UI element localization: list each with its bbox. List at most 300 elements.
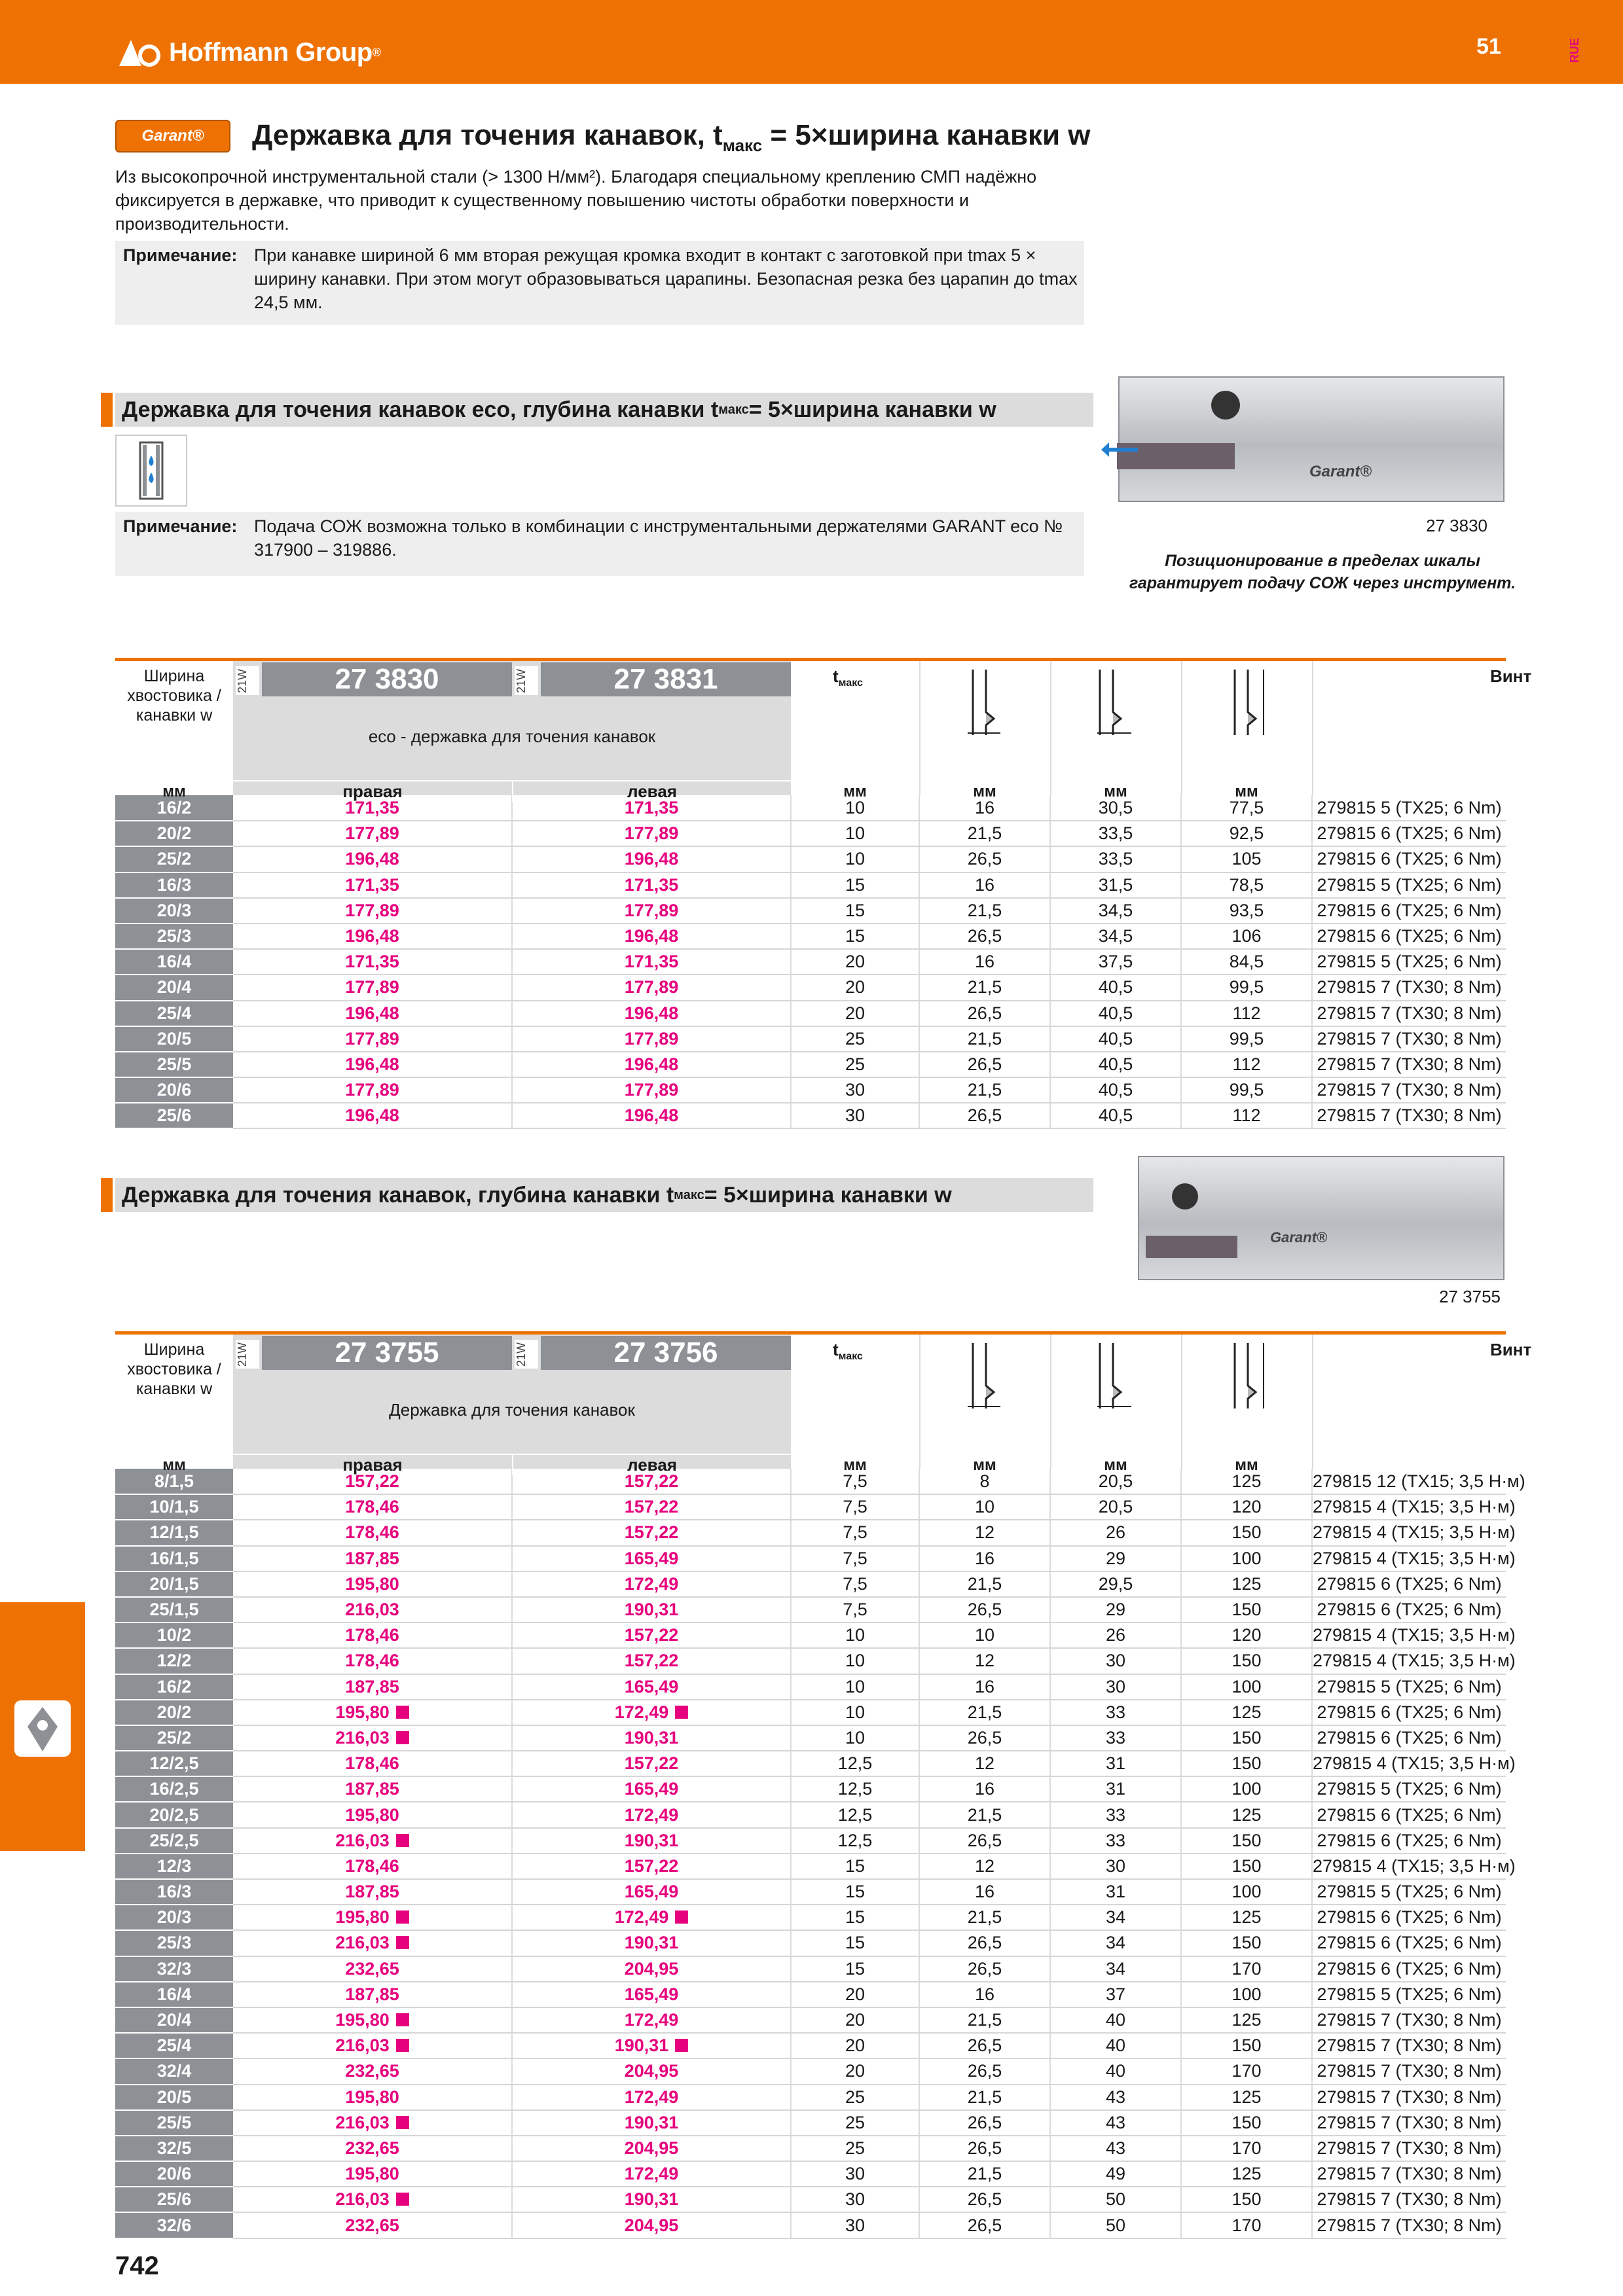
dim-h-cell: 26,5 bbox=[919, 2110, 1050, 2136]
tmax-cell: 12,5 bbox=[791, 1828, 919, 1854]
coolant-arrow-icon bbox=[1100, 440, 1139, 459]
dim-b-cell: 29 bbox=[1050, 1546, 1181, 1571]
dim-b-cell: 31 bbox=[1050, 1776, 1181, 1802]
table-row bbox=[115, 1674, 1506, 1700]
dim-l-cell: 105 bbox=[1181, 846, 1312, 872]
tmax-cell: 30 bbox=[791, 1077, 919, 1103]
tmax-cell: 20 bbox=[791, 949, 919, 975]
table-row bbox=[115, 1026, 1506, 1052]
tmax-cell: 15 bbox=[791, 872, 919, 898]
price-right-cell: 195,80 bbox=[233, 2007, 512, 2033]
dim-h-cell: 21,5 bbox=[919, 1077, 1050, 1103]
dim-h-cell: 12 bbox=[919, 1751, 1050, 1776]
dim-b-cell: 40,5 bbox=[1050, 1077, 1181, 1103]
dim-h-cell: 16 bbox=[919, 872, 1050, 898]
stock-marker-icon bbox=[396, 1834, 409, 1847]
width-cell: 20/4 bbox=[115, 2007, 233, 2033]
screw-cell: 279815 5 (TX25; 6 Nm) bbox=[1312, 1982, 1506, 2007]
width-cell: 16/2 bbox=[115, 1674, 233, 1700]
dim-l-cell: 100 bbox=[1181, 1776, 1312, 1802]
price-right-cell: 177,89 bbox=[233, 1077, 512, 1103]
price-right-cell: 177,89 bbox=[233, 975, 512, 1000]
width-cell: 10/2 bbox=[115, 1623, 233, 1648]
dim-l-cell: 99,5 bbox=[1181, 1077, 1312, 1103]
screw-cell: 279815 6 (TX25; 6 Nm) bbox=[1312, 1930, 1506, 1956]
width-cell: 25/5 bbox=[115, 2110, 233, 2136]
price-left-cell: 177,89 bbox=[512, 821, 791, 846]
screw-cell: 279815 7 (TX30; 8 Nm) bbox=[1312, 2161, 1506, 2187]
tmax-cell: 10 bbox=[791, 821, 919, 846]
dim-h-cell: 21,5 bbox=[919, 2007, 1050, 2033]
dim-b-cell: 40,5 bbox=[1050, 1026, 1181, 1052]
screw-cell: 279815 6 (TX25; 6 Nm) bbox=[1312, 1700, 1506, 1725]
dim-b-cell: 43 bbox=[1050, 2110, 1181, 2136]
table-row bbox=[115, 872, 1506, 898]
screw-cell: 279815 5 (TX25; 6 Nm) bbox=[1312, 795, 1506, 821]
table-row bbox=[115, 2161, 1506, 2187]
stock-marker-icon bbox=[396, 1936, 409, 1949]
dim-b-cell: 40 bbox=[1050, 2007, 1181, 2033]
price-left-cell: 172,49 bbox=[512, 2161, 791, 2187]
screw-cell: 279815 5 (TX25; 6 Nm) bbox=[1312, 1879, 1506, 1905]
price-right-cell: 196,48 bbox=[233, 924, 512, 949]
intro-text: Из высокопрочной инструментальной стали (> 1300 Н/мм²). Благодаря специальному креплению СМП надёжно фиксируется в державке, что приводит к существенному повышению чистоты обработки поверхности и производительности. bbox=[115, 167, 1037, 234]
screw-cell: 279815 7 (TX30; 8 Nm) bbox=[1312, 2212, 1506, 2238]
width-cell: 25/2 bbox=[115, 846, 233, 872]
tmax-cell: 25 bbox=[791, 2136, 919, 2161]
dim-b-cell: 43 bbox=[1050, 2136, 1181, 2161]
dim-b-cell: 49 bbox=[1050, 2161, 1181, 2187]
price-right-cell: 157,22 bbox=[233, 1469, 512, 1494]
price-left-cell: 204,95 bbox=[512, 1956, 791, 1982]
price-right-cell: 216,03 bbox=[233, 1930, 512, 1956]
dim-h-cell: 26,5 bbox=[919, 2136, 1050, 2161]
tmax-cell: 10 bbox=[791, 1648, 919, 1674]
table-row bbox=[115, 1623, 1506, 1648]
price-left-cell: 190,31 bbox=[512, 2110, 791, 2136]
price-left-cell: 204,95 bbox=[512, 2058, 791, 2084]
table-row bbox=[115, 2136, 1506, 2161]
dim-h-cell: 21,5 bbox=[919, 821, 1050, 846]
price-right-cell: 187,85 bbox=[233, 1546, 512, 1571]
page-number-top: 51 bbox=[1476, 34, 1501, 59]
dim-b-cell: 29,5 bbox=[1050, 1571, 1181, 1597]
dim-l-cell: 125 bbox=[1181, 1700, 1312, 1725]
tmax-cell: 15 bbox=[791, 898, 919, 924]
dim-b-cell: 34,5 bbox=[1050, 898, 1181, 924]
screw-cell: 279815 6 (TX25; 6 Nm) bbox=[1312, 898, 1506, 924]
screw-cell: 279815 7 (TX30; 8 Nm) bbox=[1312, 1077, 1506, 1103]
screw-cell: 279815 4 (TX15; 3,5 Н·м) bbox=[1312, 1520, 1506, 1545]
price-right-cell: 177,89 bbox=[233, 821, 512, 846]
price-left-cell: 157,22 bbox=[512, 1751, 791, 1776]
turning-tool-icon bbox=[14, 1700, 71, 1757]
width-cell: 16/4 bbox=[115, 1982, 233, 2007]
tmax-cell: 20 bbox=[791, 2007, 919, 2033]
dim-l-cell: 99,5 bbox=[1181, 1026, 1312, 1052]
dim-l-cell: 150 bbox=[1181, 1854, 1312, 1879]
table-row bbox=[115, 2187, 1506, 2212]
price-right-cell: 216,03 bbox=[233, 2110, 512, 2136]
screw-cell: 279815 6 (TX25; 6 Nm) bbox=[1312, 1828, 1506, 1854]
price-right-cell: 177,89 bbox=[233, 1026, 512, 1052]
price-right-cell: 195,80 bbox=[233, 1571, 512, 1597]
dim-l-cell: 112 bbox=[1181, 1103, 1312, 1128]
table-row bbox=[115, 1828, 1506, 1854]
dim-b-cell: 26 bbox=[1050, 1623, 1181, 1648]
screw-header: Винт bbox=[1490, 1340, 1532, 1359]
price-left-cell: 204,95 bbox=[512, 2212, 791, 2238]
dim-b-cell: 34 bbox=[1050, 1956, 1181, 1982]
dim-h-cell: 21,5 bbox=[919, 1700, 1050, 1725]
width-cell: 16/4 bbox=[115, 949, 233, 975]
dim-h-cell: 26,5 bbox=[919, 2212, 1050, 2238]
stock-marker-icon bbox=[396, 2193, 409, 2206]
table-row bbox=[115, 1494, 1506, 1520]
dim-b-cell: 34 bbox=[1050, 1930, 1181, 1956]
dim-b-cell: 40 bbox=[1050, 2058, 1181, 2084]
dim-l-cell: 170 bbox=[1181, 2212, 1312, 2238]
dim-h-cell: 21,5 bbox=[919, 898, 1050, 924]
price-left-cell: 157,22 bbox=[512, 1854, 791, 1879]
table-row bbox=[115, 1725, 1506, 1751]
dim-l-cell: 170 bbox=[1181, 2058, 1312, 2084]
screw-cell: 279815 7 (TX30; 8 Nm) bbox=[1312, 1103, 1506, 1128]
tmax-cell: 25 bbox=[791, 2110, 919, 2136]
price-right-cell: 232,65 bbox=[233, 2212, 512, 2238]
screw-cell: 279815 7 (TX30; 8 Nm) bbox=[1312, 2058, 1506, 2084]
screw-cell: 279815 7 (TX30; 8 Nm) bbox=[1312, 2187, 1506, 2212]
dim-l-cell: 150 bbox=[1181, 1725, 1312, 1751]
tmax-cell: 12,5 bbox=[791, 1802, 919, 1827]
price-left-cell: 172,49 bbox=[512, 1802, 791, 1827]
dim-h-cell: 16 bbox=[919, 949, 1050, 975]
brand-mark: ® bbox=[372, 45, 381, 59]
dim-h-cell: 10 bbox=[919, 1494, 1050, 1520]
stock-marker-icon bbox=[396, 1706, 409, 1719]
dim-h-cell: 21,5 bbox=[919, 975, 1050, 1000]
price-left-cell: 165,49 bbox=[512, 1546, 791, 1571]
dim-b-cell: 20,5 bbox=[1050, 1469, 1181, 1494]
dim-h-cell: 26,5 bbox=[919, 1103, 1050, 1128]
price-right-cell: 178,46 bbox=[233, 1751, 512, 1776]
dim-b-cell: 26 bbox=[1050, 1520, 1181, 1545]
price-left-cell: 196,48 bbox=[512, 1052, 791, 1077]
tmax-cell: 30 bbox=[791, 1103, 919, 1128]
price-left-cell: 172,49 bbox=[512, 2085, 791, 2110]
table-row bbox=[115, 949, 1506, 975]
screw-cell: 279815 7 (TX30; 8 Nm) bbox=[1312, 975, 1506, 1000]
dim-b-cell: 50 bbox=[1050, 2187, 1181, 2212]
dim-h-cell: 21,5 bbox=[919, 2085, 1050, 2110]
tmax-cell: 7,5 bbox=[791, 1571, 919, 1597]
price-left-cell: 196,48 bbox=[512, 846, 791, 872]
dim-b-cell: 40,5 bbox=[1050, 1001, 1181, 1026]
table-row bbox=[115, 846, 1506, 872]
width-cell: 12/2,5 bbox=[115, 1751, 233, 1776]
screw-cell: 279815 6 (TX25; 6 Nm) bbox=[1312, 1956, 1506, 1982]
dimension-b-icon bbox=[1091, 1340, 1137, 1412]
price-right-cell: 196,48 bbox=[233, 1052, 512, 1077]
width-cell: 32/4 bbox=[115, 2058, 233, 2084]
dim-b-cell: 40,5 bbox=[1050, 975, 1181, 1000]
dim-l-cell: 120 bbox=[1181, 1494, 1312, 1520]
dim-h-cell: 21,5 bbox=[919, 1905, 1050, 1930]
page-title: Державка для точения канавок, $t_{макс}$ = 5×ширина канавки w bbox=[252, 119, 1091, 155]
dim-b-cell: 30 bbox=[1050, 1854, 1181, 1879]
width-cell: 16/2,5 bbox=[115, 1776, 233, 1802]
dim-b-cell: 30 bbox=[1050, 1674, 1181, 1700]
table-row bbox=[115, 1700, 1506, 1725]
dim-b-cell: 34 bbox=[1050, 1905, 1181, 1930]
screw-cell: 279815 7 (TX30; 8 Nm) bbox=[1312, 2136, 1506, 2161]
table-row bbox=[115, 2007, 1506, 2033]
tmax-cell: 20 bbox=[791, 2058, 919, 2084]
price-left-cell: 171,35 bbox=[512, 949, 791, 975]
garant-badge: Garant® bbox=[115, 120, 230, 152]
dim-h-cell: 26,5 bbox=[919, 1725, 1050, 1751]
table-row bbox=[115, 1520, 1506, 1545]
screw-cell: 279815 6 (TX25; 6 Nm) bbox=[1312, 846, 1506, 872]
tmax-cell: 10 bbox=[791, 1700, 919, 1725]
price-right-cell: 195,80 bbox=[233, 2085, 512, 2110]
dim-l-cell: 112 bbox=[1181, 1052, 1312, 1077]
dim-b-cell: 37,5 bbox=[1050, 949, 1181, 975]
table-row bbox=[115, 1546, 1506, 1571]
screw-cell: 279815 4 (TX15; 3,5 Н·м) bbox=[1312, 1494, 1506, 1520]
note-box-coolant bbox=[115, 512, 1084, 576]
garant-engraving: Garant® bbox=[1270, 1229, 1328, 1246]
screw-cell: 279815 4 (TX15; 3,5 Н·м) bbox=[1312, 1623, 1506, 1648]
table-standard-body bbox=[115, 1469, 1525, 2239]
screw-cell: 279815 7 (TX30; 8 Nm) bbox=[1312, 2110, 1506, 2136]
dim-l-cell: 150 bbox=[1181, 1520, 1312, 1545]
dim-h-cell: 26,5 bbox=[919, 2058, 1050, 2084]
dim-l-cell: 84,5 bbox=[1181, 949, 1312, 975]
price-left-cell: 172,49 bbox=[512, 1571, 791, 1597]
article-left: 27 3831 bbox=[541, 662, 791, 696]
tmax-header: $t_{макс}$ bbox=[833, 1340, 863, 1363]
dim-b-cell: 33,5 bbox=[1050, 821, 1181, 846]
width-cell: 25/2,5 bbox=[115, 1828, 233, 1854]
dim-h-cell: 26,5 bbox=[919, 1828, 1050, 1854]
price-left-cell: 177,89 bbox=[512, 1077, 791, 1103]
tmax-cell: 7,5 bbox=[791, 1597, 919, 1623]
width-cell: 20/3 bbox=[115, 1905, 233, 1930]
table-row bbox=[115, 975, 1506, 1000]
dim-b-cell: 33 bbox=[1050, 1802, 1181, 1827]
dim-l-cell: 106 bbox=[1181, 924, 1312, 949]
dim-b-cell: 31 bbox=[1050, 1751, 1181, 1776]
page-number-bottom: 742 bbox=[115, 2251, 159, 2280]
price-left-cell: 165,49 bbox=[512, 1776, 791, 1802]
price-left-cell: 196,48 bbox=[512, 924, 791, 949]
dim-l-cell: 92,5 bbox=[1181, 821, 1312, 846]
price-left-cell: 190,31 bbox=[512, 2033, 791, 2058]
dim-h-cell: 16 bbox=[919, 1982, 1050, 2007]
tmax-cell: 20 bbox=[791, 1001, 919, 1026]
table-row bbox=[115, 924, 1506, 949]
dim-h-cell: 16 bbox=[919, 1546, 1050, 1571]
tmax-cell: 30 bbox=[791, 2212, 919, 2238]
width-cell: 16/1,5 bbox=[115, 1546, 233, 1571]
screw-cell: 279815 5 (TX25; 6 Nm) bbox=[1312, 872, 1506, 898]
tmax-cell: 7,5 bbox=[791, 1469, 919, 1494]
price-right-cell: 177,89 bbox=[233, 898, 512, 924]
price-right-cell: 216,03 bbox=[233, 1828, 512, 1854]
price-left-cell: 190,31 bbox=[512, 1597, 791, 1623]
dim-l-cell: 112 bbox=[1181, 1001, 1312, 1026]
tmax-cell: 10 bbox=[791, 1725, 919, 1751]
width-cell: 12/3 bbox=[115, 1854, 233, 1879]
price-right-cell: 196,48 bbox=[233, 1001, 512, 1026]
width-cell: 25/2 bbox=[115, 1725, 233, 1751]
table-row bbox=[115, 1751, 1506, 1776]
dim-l-cell: 125 bbox=[1181, 2161, 1312, 2187]
screw-cell: 279815 6 (TX25; 6 Nm) bbox=[1312, 1571, 1506, 1597]
dim-l-cell: 125 bbox=[1181, 1905, 1312, 1930]
width-header: Ширина хвостовика / канавки w bbox=[127, 1340, 221, 1398]
width-cell: 20/6 bbox=[115, 2161, 233, 2187]
dim-l-cell: 170 bbox=[1181, 2136, 1312, 2161]
price-right-cell: 232,65 bbox=[233, 2136, 512, 2161]
screw-cell: 279815 4 (TX15; 3,5 Н·м) bbox=[1312, 1751, 1506, 1776]
screw-cell: 279815 7 (TX30; 8 Nm) bbox=[1312, 1001, 1506, 1026]
table-row bbox=[115, 1597, 1506, 1623]
screw-cell: 279815 4 (TX15; 3,5 Н·м) bbox=[1312, 1648, 1506, 1674]
dim-h-cell: 26,5 bbox=[919, 2187, 1050, 2212]
dim-h-cell: 21,5 bbox=[919, 1026, 1050, 1052]
price-right-cell: 171,35 bbox=[233, 872, 512, 898]
dim-b-cell: 31,5 bbox=[1050, 872, 1181, 898]
dim-h-cell: 21,5 bbox=[919, 2161, 1050, 2187]
dim-l-cell: 99,5 bbox=[1181, 975, 1312, 1000]
price-left-cell: 204,95 bbox=[512, 2136, 791, 2161]
hoffmann-logo-icon bbox=[117, 36, 162, 69]
price-left-cell: 190,31 bbox=[512, 2187, 791, 2212]
tmax-cell: 15 bbox=[791, 1879, 919, 1905]
dim-h-cell: 26,5 bbox=[919, 1597, 1050, 1623]
tmax-cell: 25 bbox=[791, 1052, 919, 1077]
screw-cell: 279815 4 (TX15; 3,5 Н·м) bbox=[1312, 1546, 1506, 1571]
dim-b-cell: 20,5 bbox=[1050, 1494, 1181, 1520]
width-cell: 32/3 bbox=[115, 1956, 233, 1982]
table-row bbox=[115, 2058, 1506, 2084]
dim-l-cell: 100 bbox=[1181, 1674, 1312, 1700]
width-cell: 16/3 bbox=[115, 872, 233, 898]
note-text: При канавке шириной 6 мм вторая режущая кромка входит в контакт с заготовкой при tmax 5 × ширину канавки. При этом могут образовываться царапины. Безопасная резка без царапин до tmax 24,5 мм. bbox=[254, 245, 1078, 312]
tmax-cell: 10 bbox=[791, 795, 919, 821]
price-right-cell: 178,46 bbox=[233, 1648, 512, 1674]
dim-l-cell: 150 bbox=[1181, 1751, 1312, 1776]
price-left-cell: 172,49 bbox=[512, 1700, 791, 1725]
dim-l-cell: 150 bbox=[1181, 2110, 1312, 2136]
screw-cell: 279815 6 (TX25; 6 Nm) bbox=[1312, 1597, 1506, 1623]
screw-cell: 279815 6 (TX25; 6 Nm) bbox=[1312, 1802, 1506, 1827]
dim-b-cell: 43 bbox=[1050, 2085, 1181, 2110]
dim-l-cell: 125 bbox=[1181, 1571, 1312, 1597]
tmax-cell: 15 bbox=[791, 924, 919, 949]
width-cell: 16/2 bbox=[115, 795, 233, 821]
price-right-cell: 195,80 bbox=[233, 1905, 512, 1930]
section-heading-standard: Державка для точения канавок, глубина канавки t макс = 5×ширина канавки w bbox=[115, 1178, 1093, 1212]
dimension-b-icon bbox=[1091, 666, 1137, 738]
dim-b-cell: 34,5 bbox=[1050, 924, 1181, 949]
table-row bbox=[115, 1077, 1506, 1103]
brand-logo bbox=[117, 34, 381, 71]
width-cell: 25/6 bbox=[115, 1103, 233, 1128]
price-right-cell: 216,03 bbox=[233, 1597, 512, 1623]
table-description: eco - державка для точения канавок bbox=[368, 726, 656, 746]
tmax-cell: 20 bbox=[791, 1982, 919, 2007]
tmax-cell: 15 bbox=[791, 1905, 919, 1930]
screw-header: Винт bbox=[1490, 666, 1532, 686]
image-article-number: 27 3755 bbox=[1439, 1287, 1501, 1306]
image-article-number: 27 3830 bbox=[1426, 516, 1487, 535]
tmax-cell: 12,5 bbox=[791, 1751, 919, 1776]
width-cell: 20/5 bbox=[115, 2085, 233, 2110]
dim-b-cell: 33 bbox=[1050, 1725, 1181, 1751]
dim-l-cell: 125 bbox=[1181, 2085, 1312, 2110]
tmax-cell: 7,5 bbox=[791, 1494, 919, 1520]
screw-cell: 279815 6 (TX25; 6 Nm) bbox=[1312, 1725, 1506, 1751]
width-cell: 25/5 bbox=[115, 1052, 233, 1077]
dim-h-cell: 10 bbox=[919, 1623, 1050, 1648]
tmax-cell: 25 bbox=[791, 1026, 919, 1052]
width-cell: 20/6 bbox=[115, 1077, 233, 1103]
dim-h-cell: 12 bbox=[919, 1854, 1050, 1879]
width-cell: 20/3 bbox=[115, 898, 233, 924]
screw-cell: 279815 6 (TX25; 6 Nm) bbox=[1312, 1905, 1506, 1930]
dim-b-cell: 29 bbox=[1050, 1597, 1181, 1623]
note-label: Примечание: bbox=[123, 245, 238, 265]
stock-marker-icon bbox=[675, 1706, 688, 1719]
price-left-cell: 171,35 bbox=[512, 795, 791, 821]
tmax-cell: 20 bbox=[791, 2033, 919, 2058]
price-right-cell: 187,85 bbox=[233, 1776, 512, 1802]
tmax-cell: 15 bbox=[791, 1854, 919, 1879]
dim-b-cell: 40,5 bbox=[1050, 1103, 1181, 1128]
section-heading-eco: Державка для точения канавок eco, глубина канавки t макс = 5×ширина канавки w bbox=[115, 393, 1093, 427]
dim-h-cell: 16 bbox=[919, 1674, 1050, 1700]
table-row bbox=[115, 1571, 1506, 1597]
width-cell: 8/1,5 bbox=[115, 1469, 233, 1494]
dim-l-cell: 100 bbox=[1181, 1982, 1312, 2007]
insert-blade bbox=[1146, 1236, 1237, 1258]
table-row bbox=[115, 2212, 1506, 2238]
price-right-cell: 216,03 bbox=[233, 2033, 512, 2058]
price-left-cell: 190,31 bbox=[512, 1725, 791, 1751]
dim-l-cell: 125 bbox=[1181, 1802, 1312, 1827]
price-left-cell: 165,49 bbox=[512, 1879, 791, 1905]
dim-h-cell: 26,5 bbox=[919, 2033, 1050, 2058]
dim-b-cell: 33,5 bbox=[1050, 846, 1181, 872]
screw-cell: 279815 12 (TX15; 3,5 Н·м) bbox=[1312, 1469, 1506, 1494]
table-row bbox=[115, 1776, 1506, 1802]
width-cell: 25/3 bbox=[115, 924, 233, 949]
price-left-cell: 157,22 bbox=[512, 1623, 791, 1648]
width-cell: 25/4 bbox=[115, 1001, 233, 1026]
width-cell: 32/6 bbox=[115, 2212, 233, 2238]
table-row bbox=[115, 1802, 1506, 1827]
table-standard: Ширина хвостовика / канавки w 21W 27 3755 21W 27 3756 Державка для точения канавок правая левая $t_{макс}$ Винт мм мм мм мм мм 8/1,5 157,22 157,22 7,5 8 20,5 125 279815 12 (TX15; 3,5 Н·м) 10/1,5 178,46 157,22 7,5 10 20,5 120 279815 4 (TX15; 3,5 Н·м) 12/1,5 178,46 157,22 7,5 12 26 150 279815 4 (TX15; 3,5 Н·м) 16/1,5 187,85 165,49 7,5 16 29 100 279815 4 (TX15; 3,5 Н·м) 20/1,5 195,80 172,49 7,5 21,5 29,5 125 279815 6 (TX25; 6 Nm) 25/1,5 216,03 190,31 7,5 26,5 29 150 279815 6 (TX25; 6 Nm) 10/2 178,46 157,22 10 10 26 120 279815 4 (TX15; 3,5 Н·м) 12/2 178,46 157,22 10 12 30 150 279815 4 (TX15; 3,5 Н·м) 16/2 187,85 165,49 10 16 30 100 279815 5 (TX25; 6 Nm) 20/2 195,80 172,49 10 21,5 33 125 279815 6 (TX25; 6 Nm) 25/2 216,03 190,31 10 26,5 33 150 279815 6 (TX25; 6 Nm) 12/2,5 178,46 157,22 12,5 12 31 150 279815 4 (TX15; 3,5 Н·м) 16/2,5 187,85 165,49 12,5 16 31 100 279815 5 (TX25; 6 Nm) 20/2,5 195,80 172,49 12,5 21,5 33 125 279815 6 (TX25; 6 Nm) 25/2,5 216,03 190,31 12,5 26,5 33 150 279815 6 (TX25; 6 Nm) 12/3 178,46 157,22 15 12 30 150 279815 4 (TX15; 3,5 Н·м) 16/3 187,85 165,49 15 16 31 100 279815 5 (TX25; 6 Nm) 20/3 195,80 172,49 15 21,5 34 125 279815 6 (TX25; 6 Nm) 25/3 216,03 190,31 15 26,5 34 150 279815 6 (TX25; 6 Nm) 32/3 232,65 204,95 15 26,5 34 170 279815 6 (TX25; 6 Nm) 16/4 187,85 165,49 20 16 37 100 279815 5 (TX25; 6 Nm) 20/4 195,80 172,49 20 21,5 40 125 279815 7 (TX30; 8 Nm) 25/4 216,03 190,31 20 26,5 40 150 279815 7 (TX30; 8 Nm) 32/4 232,65 204,95 20 26,5 40 170 279815 7 (TX30; 8 Nm) 20/5 195,80 172,49 25 21,5 43 125 279815 7 (TX30; 8 Nm) 25/5 216,03 190,31 25 26,5 43 150 279815 7 (TX30; 8 Nm) 32/5 232,65 204,95 25 26,5 43 170 279815 7 (TX30; 8 Nm) 20/6 195,80 172,49 30 21,5 49 125 279815 7 (TX30; 8 Nm) 25/6 216,03 190,31 30 26,5 50 150 279815 7 (TX30; 8 Nm) 32/6 232,65 204,95 30 26,5 50 170 279815 7 (TX30; 8 Nm) bbox=[115, 1331, 1506, 2239]
screw-cell: 279815 5 (TX25; 6 Nm) bbox=[1312, 1776, 1506, 1802]
dim-l-cell: 170 bbox=[1181, 1956, 1312, 1982]
stock-marker-icon bbox=[396, 1731, 409, 1744]
price-left-cell: 157,22 bbox=[512, 1494, 791, 1520]
price-left-cell: 165,49 bbox=[512, 1674, 791, 1700]
width-cell: 10/1,5 bbox=[115, 1494, 233, 1520]
